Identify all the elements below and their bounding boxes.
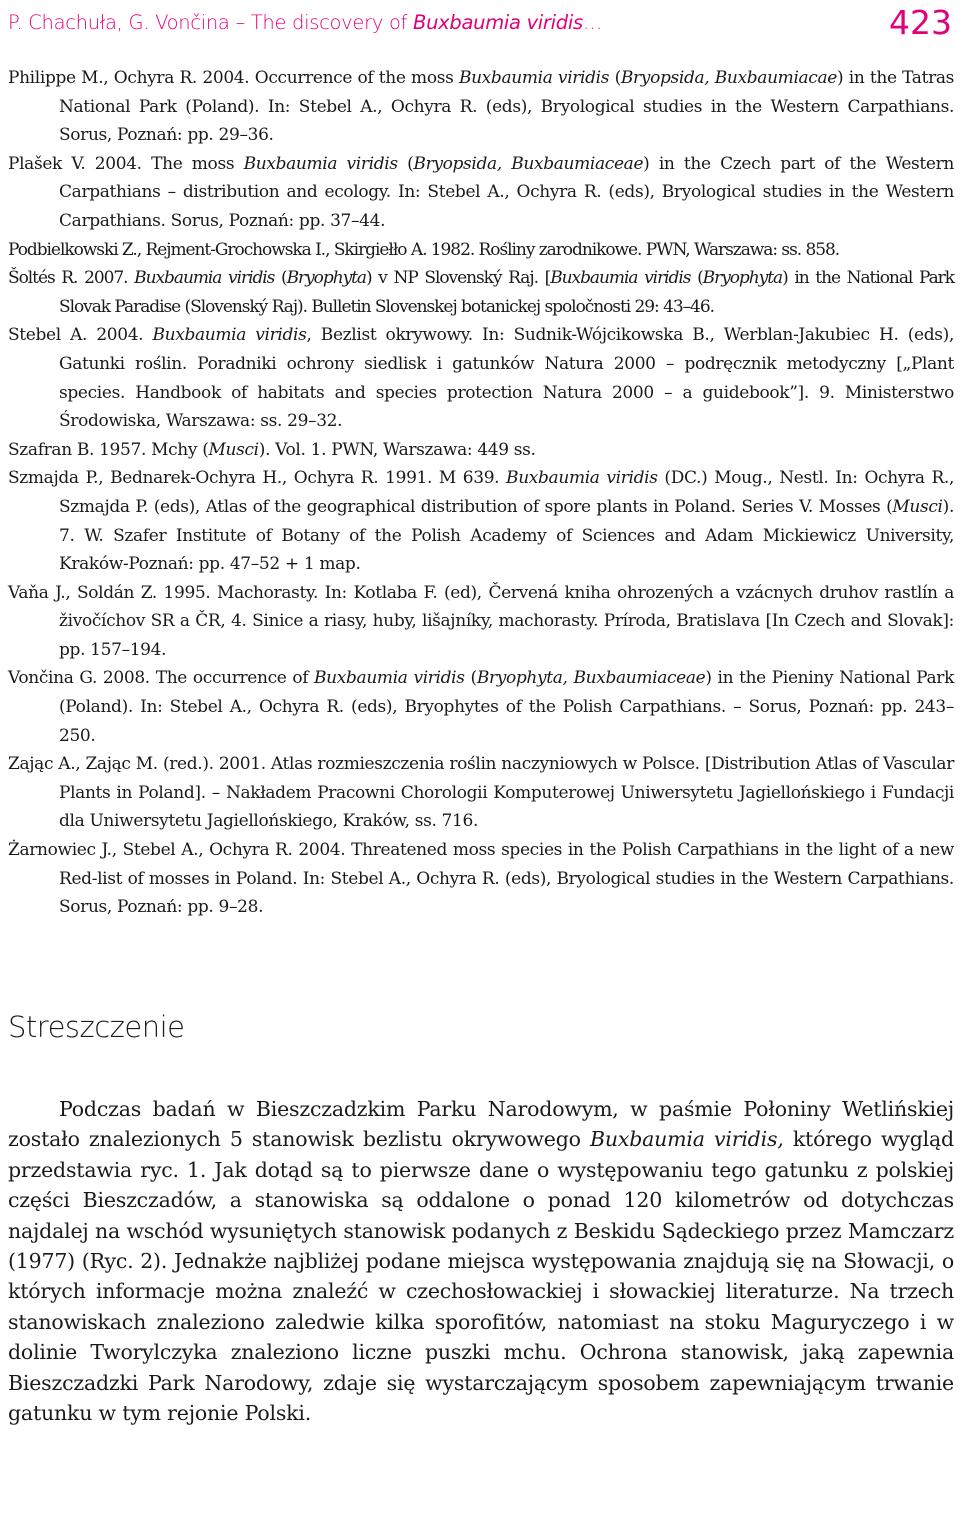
reference-text: ( <box>609 68 621 88</box>
reference-text: ) in the Czech part of the Western Carpathians – distribution and ecology. In: Stebel A., Ochyra R. (eds), Bryological studies in the Western Carpathians. Sorus, Poznań: pp. 37–44. <box>59 153 954 231</box>
reference-text: ) in the Tatras National Park (Poland). In: Stebel A., Ochyra R. (eds), Bryological studies in the Western Carpathians. Sorus, Poznań: pp. 29–36. <box>59 68 954 146</box>
reference-entry <box>8 836 954 922</box>
reference-entry <box>8 321 954 435</box>
reference-italic: Bryopsida, Buxbaumiaceae <box>413 153 644 174</box>
abstract-paragraph <box>8 1094 954 1428</box>
reference-italic: Buxbaumia viridis <box>243 153 398 174</box>
section-title: Streszczenie <box>8 1010 185 1044</box>
running-title-species: Buxbaumia viridis <box>413 11 583 34</box>
running-title <box>8 11 602 34</box>
reference-italic: Bryophyta <box>702 268 783 289</box>
reference-italic: Buxbaumia viridis <box>550 268 691 289</box>
reference-entry <box>8 750 954 836</box>
reference-text: , Bezlist okrywowy. In: Sudnik-Wójcikowska B., Werblan-Jakubiec H. (eds), Gatunki roślin. Poradniki ochrony siedlisk i gatunków Natura 2000 – podręcznik metodyczny [„Plant species. Handbook of habitats and species protection Natura 2000 – a guidebook”]. 9. Ministerstwo Środowiska, Warszawa: ss. 29–32. <box>59 325 954 432</box>
reference-italic: Buxbaumia viridis <box>506 468 658 489</box>
reference-entry <box>8 436 954 465</box>
reference-text: Šoltés R. 2007. <box>8 268 135 289</box>
reference-entry <box>8 579 954 665</box>
running-title-prefix: P. Chachuła, G. Vončina – The discovery of <box>8 11 414 34</box>
reference-entry <box>8 64 954 150</box>
reference-text: Żarnowiec J., Stebel A., Ochyra R. 2004. Threatened moss species in the Polish Carpathians in the light of a new Red-list of mosses in Poland. In: Stebel A., Ochyra R. (eds), Bryological studies in the Western Carpathians. Sorus, Poznań: pp. 9–28. <box>8 840 954 918</box>
reference-text: ) in the National Park Slovak Paradise (Slovenský Raj). Bulletin Slovenskej botanickej spoločnosti 29: 43–46. <box>59 268 954 317</box>
reference-italic: Buxbaumia viridis <box>314 668 465 689</box>
abstract-text-after: którego wygląd przedstawia ryc. 1. Jak dotąd są to pierwsze dane o występowaniu tego gatunku z polskiej części Bieszczadów, a stanowiska są oddalone o ponad 120 kilometrów od dotychczas najdalej na wschód wysuniętych stanowisk podanych z Beskidu Sądeckiego przez Mamczarz (1977) (Ryc. 2). Jednakże najbliżej podane miejsca występowania znajdują się na Słowacji, o których informacje można znaleźć w czechosłowackiej i słowackiej literaturze. Na trzech stanowiskach znaleziono zaledwie kilka sporofitów, natomiast na stoku Maguryczego i w dolinie Tworylczyka znaleziono liczne puszki mchu. Ochrona stanowisk, jaką zapewnia Bieszczadzki Park Narodowy, zdaje się wystarczającym sposobem zapewniającym trwanie gatunku w tym rejonie Polski. <box>8 1127 954 1426</box>
reference-entry <box>8 236 954 265</box>
reference-text: Plašek V. 2004. The moss <box>8 153 244 174</box>
reference-text: Vaňa J., Soldán Z. 1995. Machorasty. In: Kotlaba F. (ed), Červená kniha ohrozených a vzácnych druhov rastlín a živočíchov SR a ČR, 4. Sinice a riasy, huby, lišajníky, machorasty. Príroda, Bratislava [In Czech and Slovak]: pp. 157–194. <box>8 582 954 660</box>
reference-text: (DC.) Moug., Nestl. In: Ochyra R., Szmajda P. (eds), Atlas of the geographical distribution of spore plants in Poland. Series V. Mosses ( <box>59 468 954 517</box>
reference-text: Stebel A. 2004. <box>8 325 153 346</box>
reference-entry <box>8 664 954 750</box>
reference-text: ). 7. W. Szafer Institute of Botany of the Polish Academy of Sciences and Adam Mickiewicz University, Kraków-Poznań: pp. 47–52 + 1 map. <box>59 496 954 575</box>
running-title-suffix: … <box>582 11 603 34</box>
reference-text: ) in the Pieniny National Park (Poland). In: Stebel A., Ochyra R. (eds), Bryophytes of the Polish Carpathians. – Sorus, Poznań: pp. 243–250. <box>59 668 955 746</box>
reference-entry <box>8 464 954 578</box>
reference-italic: Buxbaumia viridis <box>152 325 307 346</box>
reference-text: ( <box>397 153 414 174</box>
reference-text: ( <box>274 268 287 289</box>
reference-text: ) v NP Slovenský Raj. [ <box>366 268 551 289</box>
reference-text: ). Vol. 1. PWN, Warszawa: 449 ss. <box>258 439 536 460</box>
reference-italic: Buxbaumia viridis <box>134 268 275 289</box>
page-number: 423 <box>889 3 952 42</box>
abstract-text-before: Podczas badań w Bieszczadzkim Parku Narodowym, w paśmie Połoniny Wetlińskiej zostało znalezionych 5 stanowisk bezlistu okrywowego <box>8 1097 954 1152</box>
reference-text: Szmajda P., Bednarek-Ochyra H., Ochyra R. 1991. M 639. <box>8 468 507 489</box>
reference-text: Vončina G. 2008. The occurrence of <box>8 668 315 689</box>
reference-text: Szafran B. 1957. Mchy ( <box>8 439 209 460</box>
reference-list <box>8 64 954 922</box>
reference-italic: Musci <box>208 439 259 460</box>
reference-text: ( <box>464 668 477 689</box>
reference-text: ( <box>690 268 703 289</box>
reference-italic: Musci <box>892 496 943 517</box>
abstract-species: Buxbaumia viridis, <box>589 1127 784 1152</box>
reference-entry <box>8 264 954 321</box>
running-header <box>8 4 952 40</box>
reference-italic: Buxbaumia viridis <box>458 68 610 88</box>
reference-entry <box>8 150 954 236</box>
reference-text: Zając A., Zając M. (red.). 2001. Atlas rozmieszczenia roślin naczyniowych w Polsce. [Distribution Atlas of Vascular Plants in Poland]. – Nakładem Pracowni Chorologii Komputerowej Uniwersytetu Jagiellońskiego i Fundacji dla Uniwersytetu Jagiellońskiego, Kraków, ss. 716. <box>8 754 954 832</box>
reference-text: Philippe M., Ochyra R. 2004. Occurrence of the moss <box>8 68 459 88</box>
reference-italic: Bryophyta <box>286 268 367 289</box>
reference-text: Podbielkowski Z., Rejment-Grochowska I., Skirgiełło A. 1982. Rośliny zarodnikowe. PWN, Warszawa: ss. 858. <box>8 239 840 260</box>
reference-italic: Bryophyta, Buxbaumiaceae <box>476 668 706 689</box>
reference-italic: Bryopsida, Buxbaumiacae <box>620 68 837 88</box>
